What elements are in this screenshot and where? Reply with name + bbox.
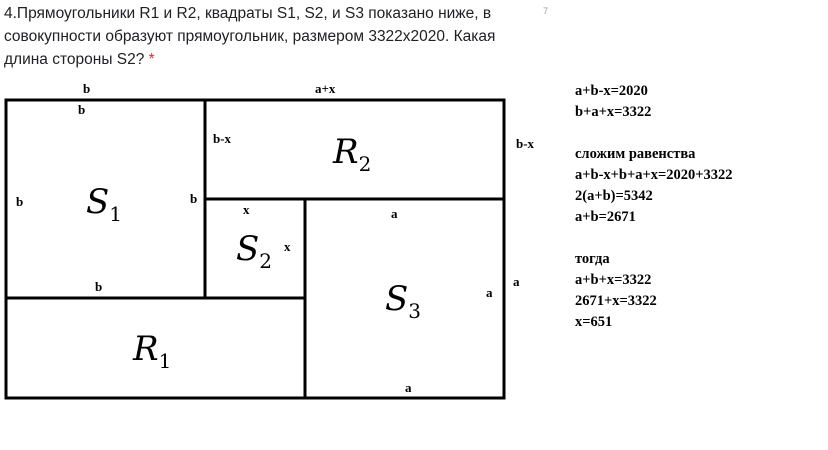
equation-answer: x=651: [575, 314, 613, 330]
spacer: [575, 123, 733, 144]
label-s1-right: b: [190, 191, 198, 206]
equation-substitute: a+b+x=3322: [575, 272, 652, 288]
heading-then: тогда: [575, 251, 610, 267]
equation-sum: a+b-x+b+a+x=2020+3322: [575, 167, 733, 183]
r2-name: R2: [333, 132, 372, 176]
stray-mark: 7: [543, 6, 549, 16]
equation-a-plus-b: a+b=2671: [575, 209, 636, 225]
label-s3-right-inner: a: [486, 285, 493, 300]
s3-name: S3: [385, 279, 422, 323]
label-s3-right-outer: a: [513, 274, 520, 289]
label-s1-bottom: b: [95, 279, 103, 294]
spacer: [575, 228, 733, 249]
label-s3-top: a: [391, 206, 398, 221]
label-s2-right: x: [284, 239, 291, 254]
label-s3-bottom: a: [405, 380, 412, 395]
s2-name: S2: [236, 229, 273, 273]
label-outer-right: b-x: [516, 136, 535, 151]
heading-add: сложим равенства: [575, 146, 696, 162]
label-top-b: b: [83, 81, 91, 96]
label-s1-top: b: [78, 102, 86, 117]
required-asterisk: *: [148, 51, 155, 68]
question-body: 4.Прямоугольники R1 и R2, квадраты S1, S2, и S3 показано ниже, в совокупности образуют прямоугольник, размером 3322x2020. Какая длина стороны S2?: [4, 5, 496, 68]
label-s2-top: x: [243, 202, 250, 217]
label-top-a-plus-x: a+x: [315, 81, 336, 96]
equation-1: a+b-x=2020: [575, 83, 648, 99]
equation-numeric: 2671+x=3322: [575, 293, 657, 309]
solution: [575, 81, 733, 333]
r1-name: R1: [133, 329, 172, 373]
label-r2-left: b-x: [213, 131, 232, 146]
s1-name: S1: [86, 182, 123, 226]
label-s1-left: b: [16, 194, 24, 209]
equation-2: b+a+x=3322: [575, 104, 652, 120]
equation-double: 2(a+b)=5342: [575, 188, 653, 204]
